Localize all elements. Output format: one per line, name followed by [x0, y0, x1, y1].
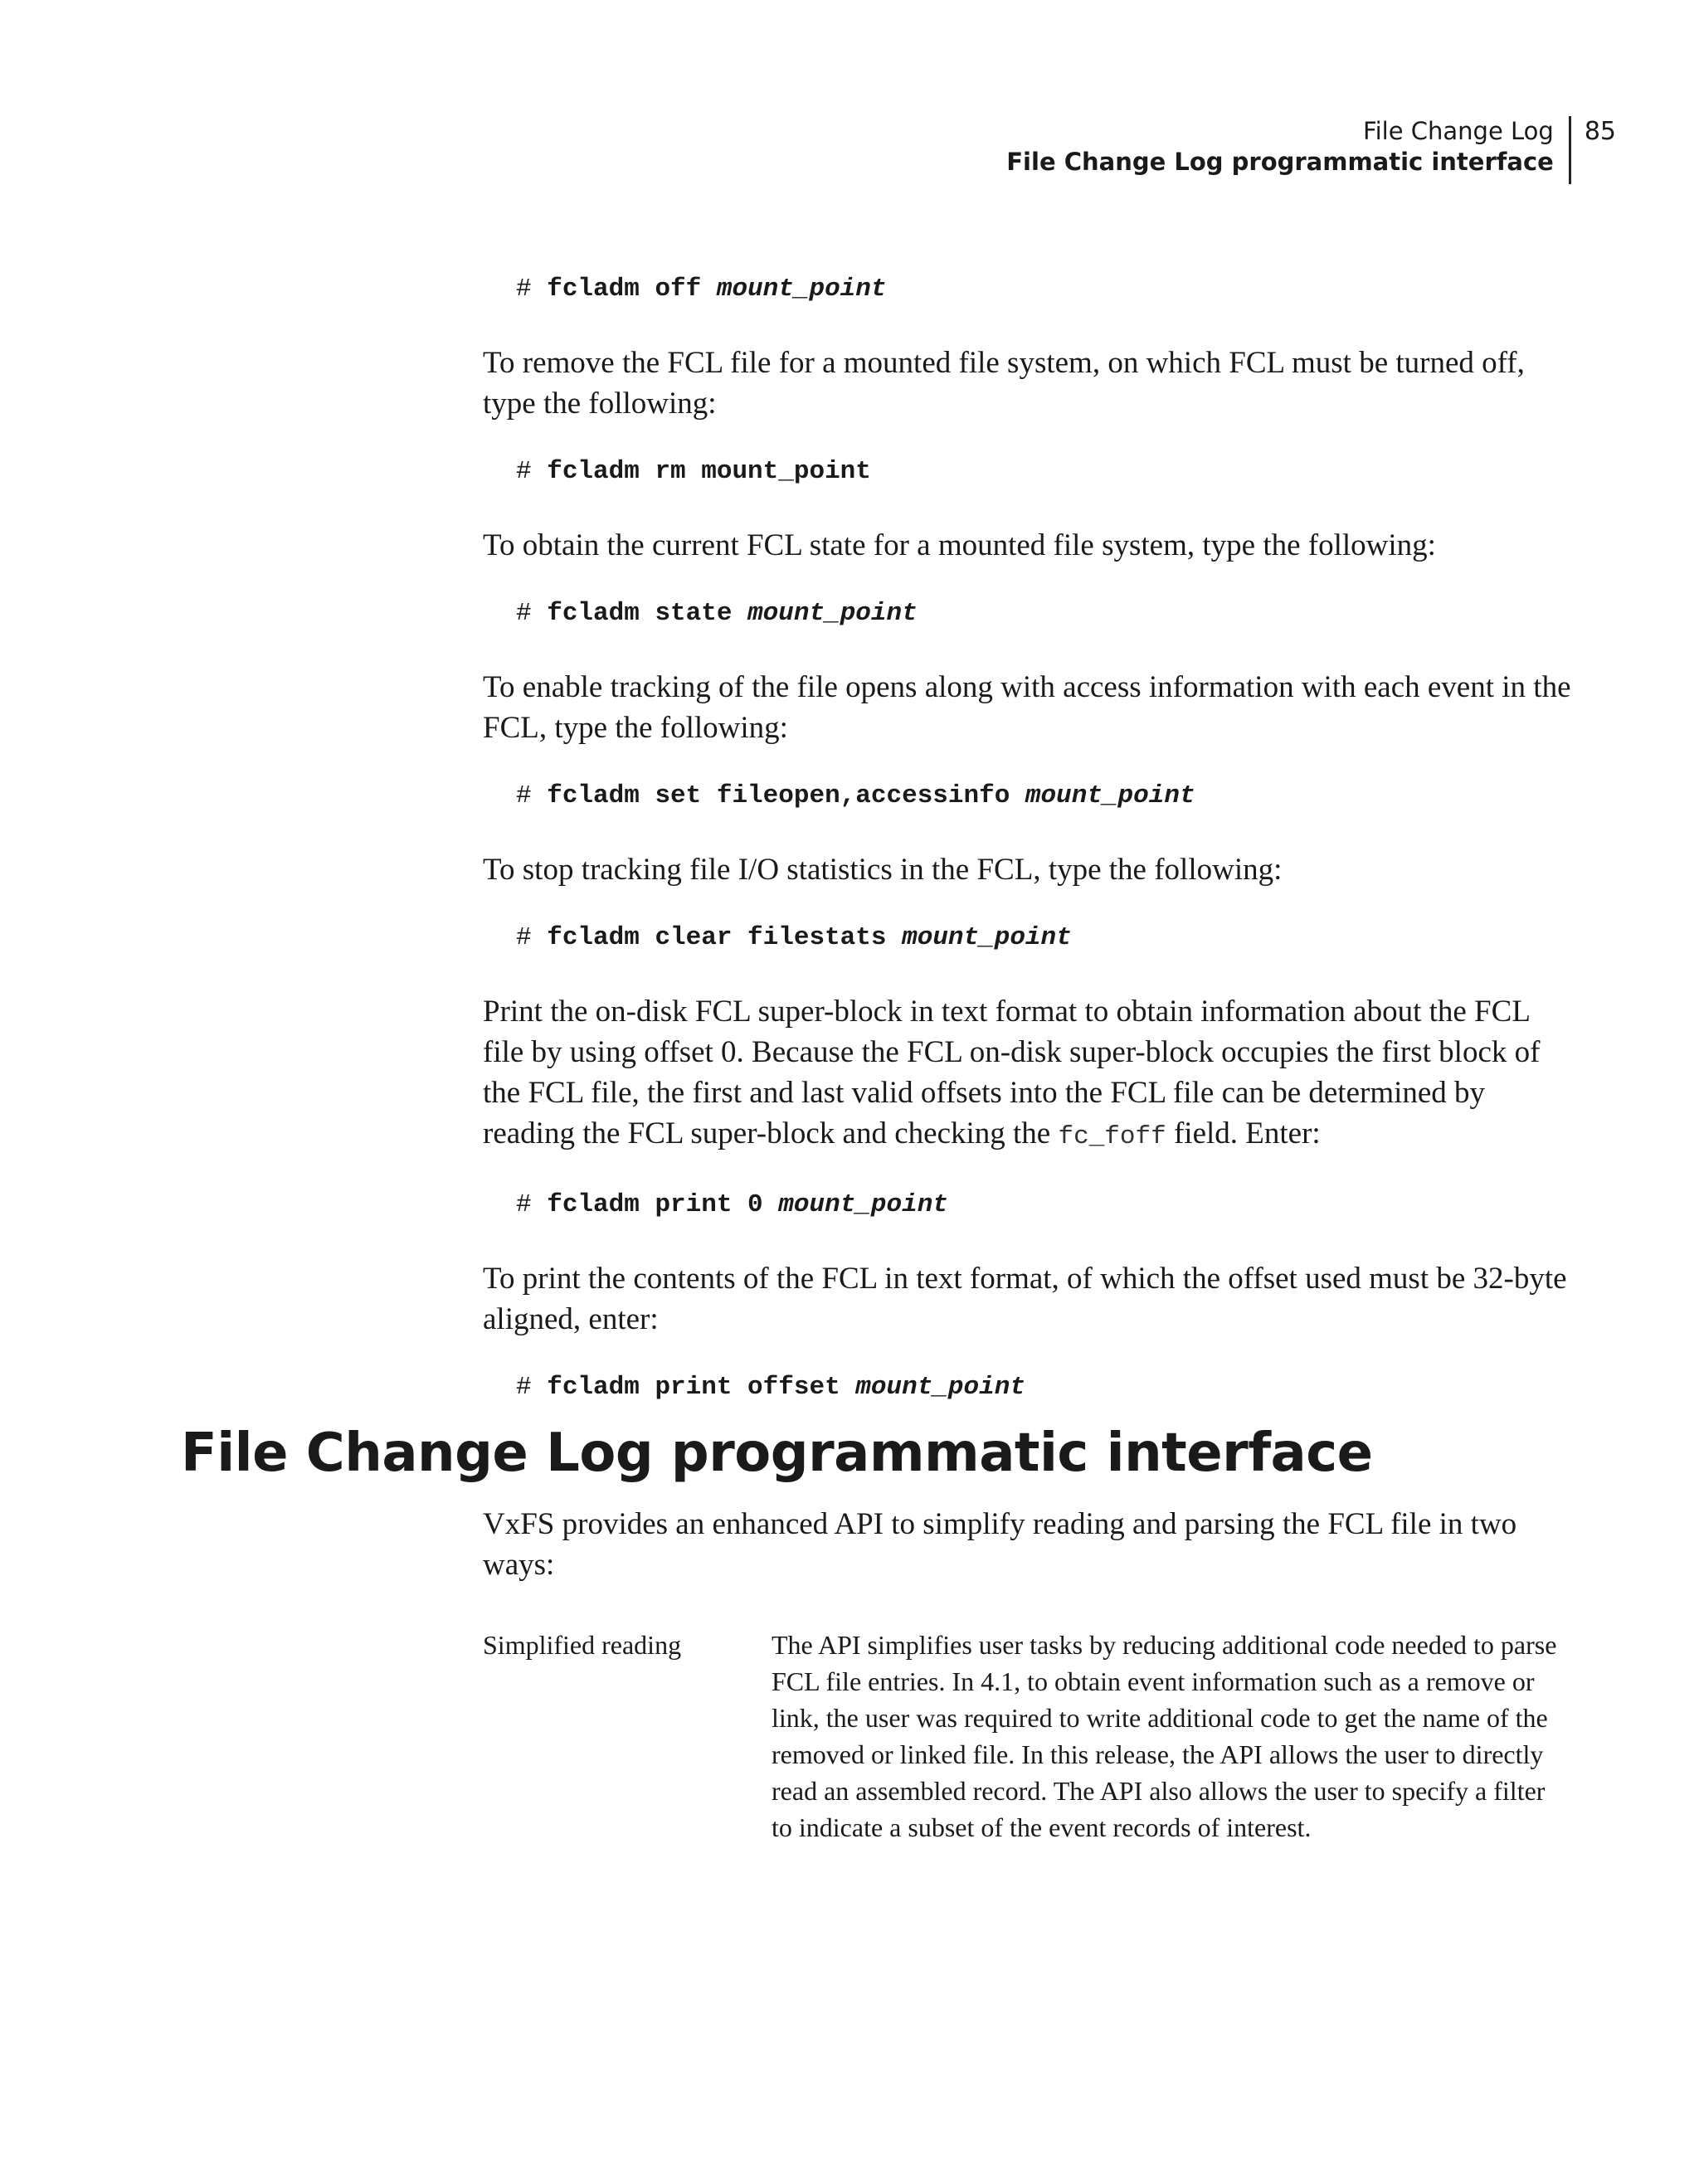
command-text: fcladm off — [547, 275, 702, 304]
command-argument: mount_point — [902, 923, 1072, 952]
command-text: fcladm print 0 — [547, 1190, 763, 1219]
command-fcladm-set — [516, 776, 1578, 816]
section-intro: VxFS provides an enhanced API to simplify reading and parsing the FCL file in two ways: — [483, 1507, 1517, 1582]
paragraph-superblock-end: field. Enter: — [1166, 1116, 1321, 1150]
paragraph-state: To obtain the current FCL state for a mounted file system, type the following: — [483, 528, 1436, 562]
header-titles — [1006, 116, 1571, 184]
paragraph-superblock — [483, 991, 1578, 1157]
definition-term: Simplified reading — [483, 1630, 682, 1660]
command-fcladm-clear — [516, 918, 1578, 958]
command-text: fcladm set fileopen,accessinfo — [547, 781, 1010, 810]
section-body — [483, 1504, 1578, 1846]
inline-code-fc-foff: fc_foff — [1058, 1122, 1166, 1151]
command-text: fcladm rm mount_point — [547, 457, 871, 486]
header-chapter-title: File Change Log — [1363, 117, 1554, 145]
definition-list-item — [483, 1627, 1578, 1846]
header-section-title: File Change Log programmatic interface — [1006, 148, 1554, 176]
command-fcladm-rm — [516, 452, 1578, 492]
command-prompt: # — [516, 1190, 532, 1219]
command-prompt: # — [516, 457, 532, 486]
main-content — [483, 270, 1578, 1408]
command-argument: mount_point — [1025, 781, 1195, 810]
command-fcladm-print-offset — [516, 1368, 1578, 1408]
paragraph-superblock-text: Print the on-disk FCL super-block in text format to obtain information about the FCL file by using offset 0. Because the FCL on-disk super-block occupies the first block of the FCL file, the first and last valid offsets into the FCL file can be determined by reading the FCL super-block and checking the — [483, 995, 1541, 1150]
running-header — [1006, 116, 1616, 184]
command-prompt: # — [516, 599, 532, 628]
command-prompt: # — [516, 1373, 532, 1402]
paragraph-stop: To stop tracking file I/O statistics in the FCL, type the following: — [483, 853, 1283, 887]
command-argument: mount_point — [855, 1373, 1025, 1402]
command-text: fcladm clear filestats — [547, 923, 887, 952]
command-fcladm-print-0 — [516, 1185, 1578, 1225]
section-heading: File Change Log programmatic interface — [181, 1423, 1373, 1484]
command-prompt: # — [516, 275, 532, 304]
command-fcladm-state — [516, 594, 1578, 634]
command-argument: mount_point — [716, 275, 887, 304]
paragraph-remove: To remove the FCL file for a mounted file system, on which FCL must be turned off, type the following: — [483, 346, 1525, 421]
definition-description: The API simplifies user tasks by reducing additional code needed to parse FCL file entries. In 4.1, to obtain event information such as a remove or link, the user was required to write additional code to get the name of the removed or linked file. In this release, the API allows the user to directly read an assembled record. The API also allows the user to specify a filter to indicate a subset of the event records of interest. — [772, 1630, 1557, 1842]
command-argument: mount_point — [778, 1190, 948, 1219]
command-prompt: # — [516, 923, 532, 952]
page-number: 85 — [1584, 117, 1616, 146]
command-prompt: # — [516, 781, 532, 810]
command-fcladm-off — [516, 270, 1578, 309]
paragraph-print-contents: To print the contents of the FCL in text format, of which the offset used must be 32-byte aligned, enter: — [483, 1262, 1567, 1336]
command-argument: mount_point — [747, 599, 918, 628]
command-text: fcladm state — [547, 599, 733, 628]
command-text: fcladm print offset — [547, 1373, 840, 1402]
paragraph-enable: To enable tracking of the file opens along with access information with each event in the FCL, type the following: — [483, 670, 1571, 745]
